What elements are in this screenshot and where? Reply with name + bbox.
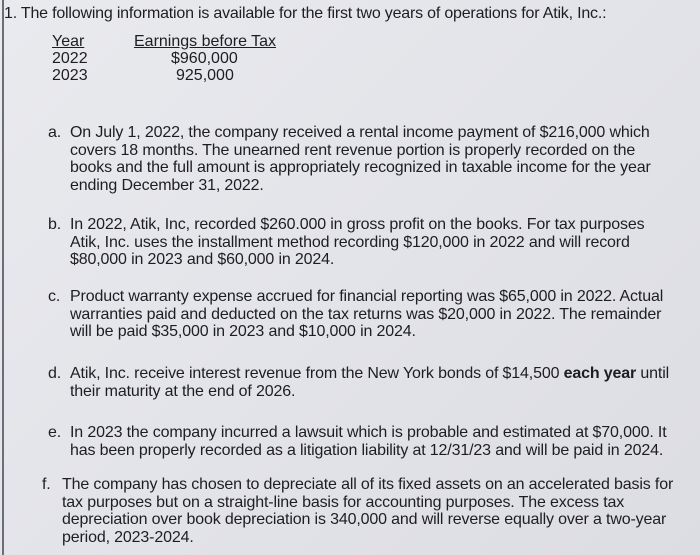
item-b-text: In 2022, Atik, Inc, recorded $260.000 in gross profit on the books. For tax purposes Atik, Inc. uses the installment method recording $120,000 in 2022 and will record $80,000 in 2023 and $60,000 in 2024. — [70, 216, 645, 268]
item-d-text-end: until their maturity at the end of 2026. — [70, 365, 670, 400]
item-f — [42, 476, 682, 546]
year-cell-2022: 2022 — [52, 50, 88, 67]
year-column — [52, 33, 122, 84]
earnings-cell-2023: 925,000 — [176, 67, 234, 84]
earnings-header: Earnings before Tax — [134, 33, 277, 50]
item-f-text: The company has chosen to depreciate all of its fixed assets on an accelerated basis for tax purposes but on a straight-line basis for accounting purposes. The excess tax depreciation over book depreciation is 340,000 and will reverse equally over a two-year period, 2023-2024. — [62, 476, 674, 546]
earnings-cell-2022: $960,000 — [171, 50, 238, 67]
year-cell-2023: 2023 — [52, 67, 88, 84]
item-b-label: b. — [48, 216, 62, 233]
item-c — [48, 288, 683, 341]
item-d-label: d. — [48, 365, 62, 382]
item-d-text — [70, 365, 688, 400]
item-c-text: Product warranty expense accrued for financial reporting was $65,000 in 2022. Actual warranties paid and deducted on the tax returns was $20,000 in 2022. The remainder will be paid $35,000 in 2023 and $10,000 in 2024. — [70, 288, 664, 340]
item-e-label: e. — [48, 424, 62, 441]
year-header: Year — [52, 33, 85, 50]
item-a — [48, 124, 668, 194]
item-d — [48, 365, 688, 400]
item-d-emphasis: each year — [563, 365, 637, 382]
item-b — [48, 216, 668, 269]
item-d-text-start: Atik, Inc. receive interest revenue from the New York bonds of $14,500 — [70, 365, 564, 382]
item-e-text: In 2023 the company incurred a lawsuit which is probable and estimated at $70,000. It has been properly recorded as a litigation liability at 12/31/23 and will be paid in 2024. — [70, 424, 667, 459]
item-a-text: On July 1, 2022, the company received a rental income payment of $216,000 which covers 18 months. The unearned rent revenue portion is properly recorded on the books and the full amount is appropriately recognized in taxable income for the year ending December 31, 2022. — [70, 124, 651, 194]
earnings-column — [134, 33, 294, 84]
left-border-line — [2, 0, 4, 555]
item-c-label: c. — [48, 288, 61, 305]
question-title: 1. The following information is available for the first two years of operations for Atik, Inc.: — [4, 5, 607, 22]
item-f-label: f. — [42, 476, 51, 493]
item-a-label: a. — [48, 124, 62, 141]
item-e — [48, 424, 688, 459]
